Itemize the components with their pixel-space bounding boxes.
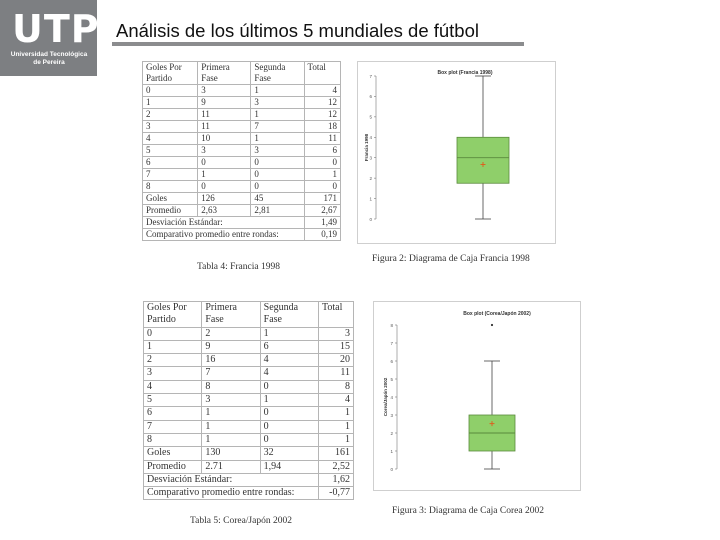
table-cell: 1 [318, 433, 353, 446]
table-cell: 2,67 [304, 205, 341, 217]
table-row [143, 133, 341, 145]
table-cell: 6 [304, 145, 341, 157]
header-cell: Total [318, 302, 353, 328]
table-cell: 1 [202, 420, 260, 433]
table-row [143, 229, 341, 241]
table-cell: 4 [144, 380, 202, 393]
table-cell: 0 [260, 380, 318, 393]
table-cell: 10 [198, 133, 251, 145]
table-cell: 16 [202, 354, 260, 367]
table-cell: Promedio [144, 460, 202, 473]
logo-line-1: Universidad Tecnológica [10, 51, 88, 58]
table-cell: 0 [251, 169, 304, 181]
table-cell: 0 [198, 157, 251, 169]
table-row [143, 97, 341, 109]
chart-title: Box plot (Corea/Japón 2002) [463, 311, 531, 317]
table-cell: 11 [198, 121, 251, 133]
table-row [143, 181, 341, 193]
data-table-corea-japon-2002 [143, 301, 354, 500]
header-cell: Segunda Fase [260, 302, 318, 328]
table-row [144, 380, 354, 393]
table-row [144, 473, 354, 486]
desviacion-value: 1,49 [304, 217, 341, 229]
table-cell: 6 [260, 340, 318, 353]
table-row [143, 217, 341, 229]
table-cell: 1 [202, 433, 260, 446]
table-row [144, 487, 354, 500]
table-cell: 161 [318, 447, 353, 460]
table-cell: 130 [202, 447, 260, 460]
table-cell: 5 [144, 394, 202, 407]
table-row [144, 420, 354, 433]
logo-mark: UTP [12, 7, 100, 51]
table-cell: 6 [144, 407, 202, 420]
logo-line-2: de Pereira [33, 59, 65, 66]
table-cell: 8 [318, 380, 353, 393]
table-cell: 2,81 [251, 205, 304, 217]
table-header-row [143, 62, 341, 85]
table-cell: 126 [198, 193, 251, 205]
table-cell: 0 [143, 85, 198, 97]
university-logo [0, 0, 100, 76]
table-row [144, 460, 354, 473]
table-cell: 3 [251, 145, 304, 157]
table-cell: 1 [202, 407, 260, 420]
table-cell: 2.71 [202, 460, 260, 473]
table-row [144, 433, 354, 446]
table-cell: 32 [260, 447, 318, 460]
table-caption: Tabla 5: Corea/Japón 2002 [190, 516, 292, 526]
table-cell: 4 [143, 133, 198, 145]
table-cell: 0 [304, 157, 341, 169]
y-tick-label: 5 [369, 114, 372, 120]
table-cell: 7 [143, 169, 198, 181]
box-plot-corea-japon-2002 [373, 301, 581, 491]
table-cell: 4 [260, 354, 318, 367]
table-cell: 7 [144, 420, 202, 433]
table-cell: Goles [144, 447, 202, 460]
table-cell: 2 [144, 354, 202, 367]
y-tick-label: 4 [390, 394, 393, 400]
table-cell: 3 [144, 367, 202, 380]
table-cell: 1 [251, 85, 304, 97]
table-cell: 7 [202, 367, 260, 380]
figure-caption: Figura 2: Diagrama de Caja Francia 1998 [372, 254, 530, 264]
table-cell: 9 [198, 97, 251, 109]
table-cell: 4 [318, 394, 353, 407]
table-cell: 0 [144, 327, 202, 340]
table-cell: 0 [304, 181, 341, 193]
y-tick-label: 1 [369, 196, 372, 202]
outlier-point [491, 324, 493, 326]
box-iqr [457, 137, 509, 183]
header-cell: Goles Por Partido [143, 62, 198, 85]
table-cell: 2 [143, 109, 198, 121]
table-cell: 3 [198, 85, 251, 97]
table-header-row [144, 302, 354, 328]
table-cell: 18 [304, 121, 341, 133]
table-cell: 0 [251, 181, 304, 193]
table-cell: Promedio [143, 205, 198, 217]
table-row [143, 193, 341, 205]
table-caption: Tabla 4: Francia 1998 [197, 262, 280, 272]
table-cell: 0 [260, 433, 318, 446]
table-cell: 12 [304, 109, 341, 121]
plot-frame [374, 302, 581, 491]
header-cell: Primera Fase [202, 302, 260, 328]
y-tick-label: 0 [390, 466, 393, 472]
table-cell: 3 [198, 145, 251, 157]
table-cell: 1 [304, 169, 341, 181]
table-cell: Goles [143, 193, 198, 205]
logo-subtitle [6, 51, 92, 67]
table-row [144, 327, 354, 340]
slide-title: Análisis de los últimos 5 mundiales de fútbol [116, 20, 479, 41]
table-cell: 2,52 [318, 460, 353, 473]
table-cell: 171 [304, 193, 341, 205]
data-table-francia-1998 [142, 61, 341, 241]
table-row [143, 109, 341, 121]
y-tick-label: 3 [390, 412, 393, 418]
table-cell: 11 [198, 109, 251, 121]
table-row [144, 367, 354, 380]
table-row [143, 145, 341, 157]
figure-caption: Figura 3: Diagrama de Caja Corea 2002 [392, 506, 544, 516]
comparativo-value: 0,19 [304, 229, 341, 241]
y-tick-label: 5 [390, 376, 393, 382]
table-row [143, 85, 341, 97]
table-cell: 1 [143, 97, 198, 109]
y-tick-label: 8 [390, 322, 393, 328]
table-cell: 3 [143, 121, 198, 133]
table-cell: 0 [251, 157, 304, 169]
comparativo-label: Comparativo promedio entre rondas: [144, 487, 319, 500]
table-cell: 0 [260, 407, 318, 420]
table-cell: 6 [143, 157, 198, 169]
table-cell: 4 [304, 85, 341, 97]
table-cell: 1 [251, 109, 304, 121]
chart-title: Box plot (Francia 1998) [437, 70, 493, 76]
comparativo-label: Comparativo promedio entre rondas: [143, 229, 305, 241]
y-tick-label: 1 [390, 448, 393, 454]
table-cell: 11 [318, 367, 353, 380]
table-cell: 11 [304, 133, 341, 145]
table-cell: 2,63 [198, 205, 251, 217]
desviacion-label: Desviación Estándar: [144, 473, 319, 486]
table-cell: 0 [198, 181, 251, 193]
table-cell: 3 [251, 97, 304, 109]
y-tick-label: 7 [369, 73, 372, 79]
table-cell: 7 [251, 121, 304, 133]
header-cell: Total [304, 62, 341, 85]
table-cell: 15 [318, 340, 353, 353]
table-cell: 12 [304, 97, 341, 109]
title-underline [112, 42, 524, 46]
table-cell: 0 [260, 420, 318, 433]
y-tick-label: 4 [369, 135, 372, 141]
header-cell: Goles Por Partido [144, 302, 202, 328]
table-row [143, 157, 341, 169]
y-axis-label: Corea/Japón 2002 [383, 377, 388, 417]
table-cell: 1,94 [260, 460, 318, 473]
table-row [143, 205, 341, 217]
y-tick-label: 2 [369, 175, 372, 181]
table-cell: 8 [144, 433, 202, 446]
table-cell: 8 [202, 380, 260, 393]
table-cell: 4 [260, 367, 318, 380]
table-row [143, 169, 341, 181]
table-cell: 1 [251, 133, 304, 145]
y-tick-label: 2 [390, 430, 393, 436]
table-cell: 9 [202, 340, 260, 353]
table-row [144, 340, 354, 353]
box-plot-francia-1998 [357, 61, 556, 244]
desviacion-value: 1,62 [318, 473, 353, 486]
table-cell: 3 [202, 394, 260, 407]
table-cell: 1 [318, 407, 353, 420]
comparativo-value: -0,77 [318, 487, 353, 500]
table-cell: 1 [144, 340, 202, 353]
header-cell: Segunda Fase [251, 62, 304, 85]
table-cell: 20 [318, 354, 353, 367]
table-cell: 5 [143, 145, 198, 157]
table-row [144, 394, 354, 407]
y-axis-label: Francia 1998 [364, 133, 369, 162]
table-cell: 8 [143, 181, 198, 193]
table-cell: 45 [251, 193, 304, 205]
table-cell: 1 [198, 169, 251, 181]
table-cell: 3 [318, 327, 353, 340]
plot-frame [358, 62, 556, 244]
table-row [143, 121, 341, 133]
table-cell: 1 [260, 394, 318, 407]
desviacion-label: Desviación Estándar: [143, 217, 305, 229]
header-cell: Primera Fase [198, 62, 251, 85]
table-cell: 2 [202, 327, 260, 340]
table-row [144, 354, 354, 367]
y-tick-label: 3 [369, 155, 372, 161]
table-cell: 1 [318, 420, 353, 433]
y-tick-label: 6 [369, 94, 372, 100]
table-row [144, 407, 354, 420]
y-tick-label: 7 [390, 340, 393, 346]
y-tick-label: 0 [369, 216, 372, 222]
y-tick-label: 6 [390, 358, 393, 364]
table-row [144, 447, 354, 460]
table-cell: 1 [260, 327, 318, 340]
